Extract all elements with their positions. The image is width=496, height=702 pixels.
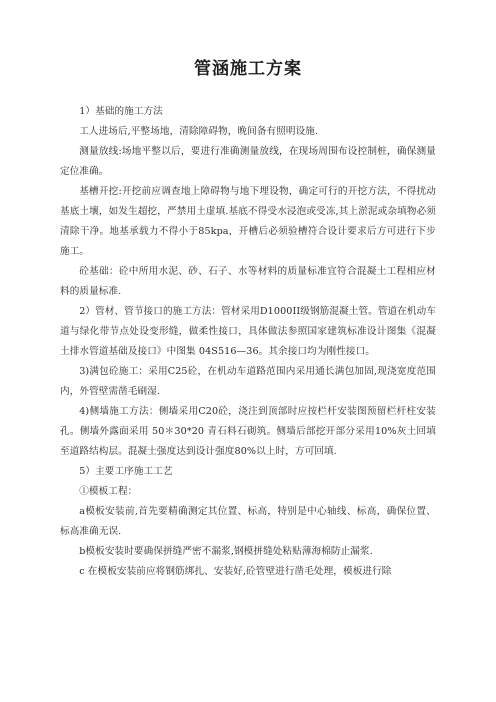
paragraph-pipe-joints: 2）管材、管节接口的施工方法：管材采用D1000II级钢筋混凝土管。管道在机动车道与绿化带节点处设变形缝，做柔性接口，具体做法参照国家建筑标准设计图集《混凝土排水管道基础及接口》中图集 04S516—36。其余接口均为刚性接口。 (60, 306, 436, 357)
paragraph-side-wall: 4)侧墙施工方法：侧墙采用C20砼，浇注到顶部时应按栏杆安装图预留栏杆柱安装孔。侧墙外露面采用 50＊30*20 青石料石砌筑。侧墙后部挖开部分采用10%灰土回填至道路结构层。混凝土强度达到设计强度80%以上时，方可回填. (60, 406, 436, 457)
paragraph-formwork-b: b模板安装时要确保拼缝严密不漏浆,钢模拼缝处粘贴薄海棉防止漏浆. (79, 546, 373, 557)
paragraph-site-preparation: 工人进场后,平整场地，清除障碍物，晚间备有照明设施. (79, 126, 319, 137)
paragraph-trench-excavation: 基槽开挖:开挖前应调查地上障碍物与地下埋设物，确定可行的开挖方法，不得扰动基底土壤，如发生超挖，严禁用土虚填.基底不得受水浸泡或受冻,其上淤泥或杂填物必须清除干净。地基承载力不得小于85kpa，开槽后必须验槽符合设计要求后方可进行下步施工。 (60, 186, 436, 257)
paragraph-concrete-foundation: 砼基础：砼中所用水泥、砂、石子、水等材料的质量标准宜符合混凝土工程相应材料的质量标准. (60, 266, 436, 297)
document-title: 管涵施工方案 (194, 59, 302, 79)
paragraph-formwork-c: c 在模板安装前应将钢筋绑扎、安装好,砼管壁进行凿毛处理，模板进行除 (79, 566, 392, 577)
paragraph-section-1-heading: 1）基础的施工方法 (79, 106, 163, 117)
paragraph-concrete-encasement: 3)满包砼施工：采用C25砼，在机动车道路范围内采用通长满包加固,现浇宽度范围内，外管壁需凿毛刷湿. (60, 366, 436, 397)
paragraph-section-5-heading: 5）主要工序施工工艺 (79, 466, 173, 477)
paragraph-formwork-a: a模板安装前,首先要精确测定其位置、标高，特别是中心轴线、标高，确保位置、标高准确无误. (60, 506, 436, 537)
paragraph-formwork-heading: ①模板工程： (79, 486, 138, 497)
paragraph-survey-layout: 测量放线:场地平整以后，要进行准确测量放线，在现场周围布设控制桩，确保测量定位准确。 (60, 146, 436, 177)
